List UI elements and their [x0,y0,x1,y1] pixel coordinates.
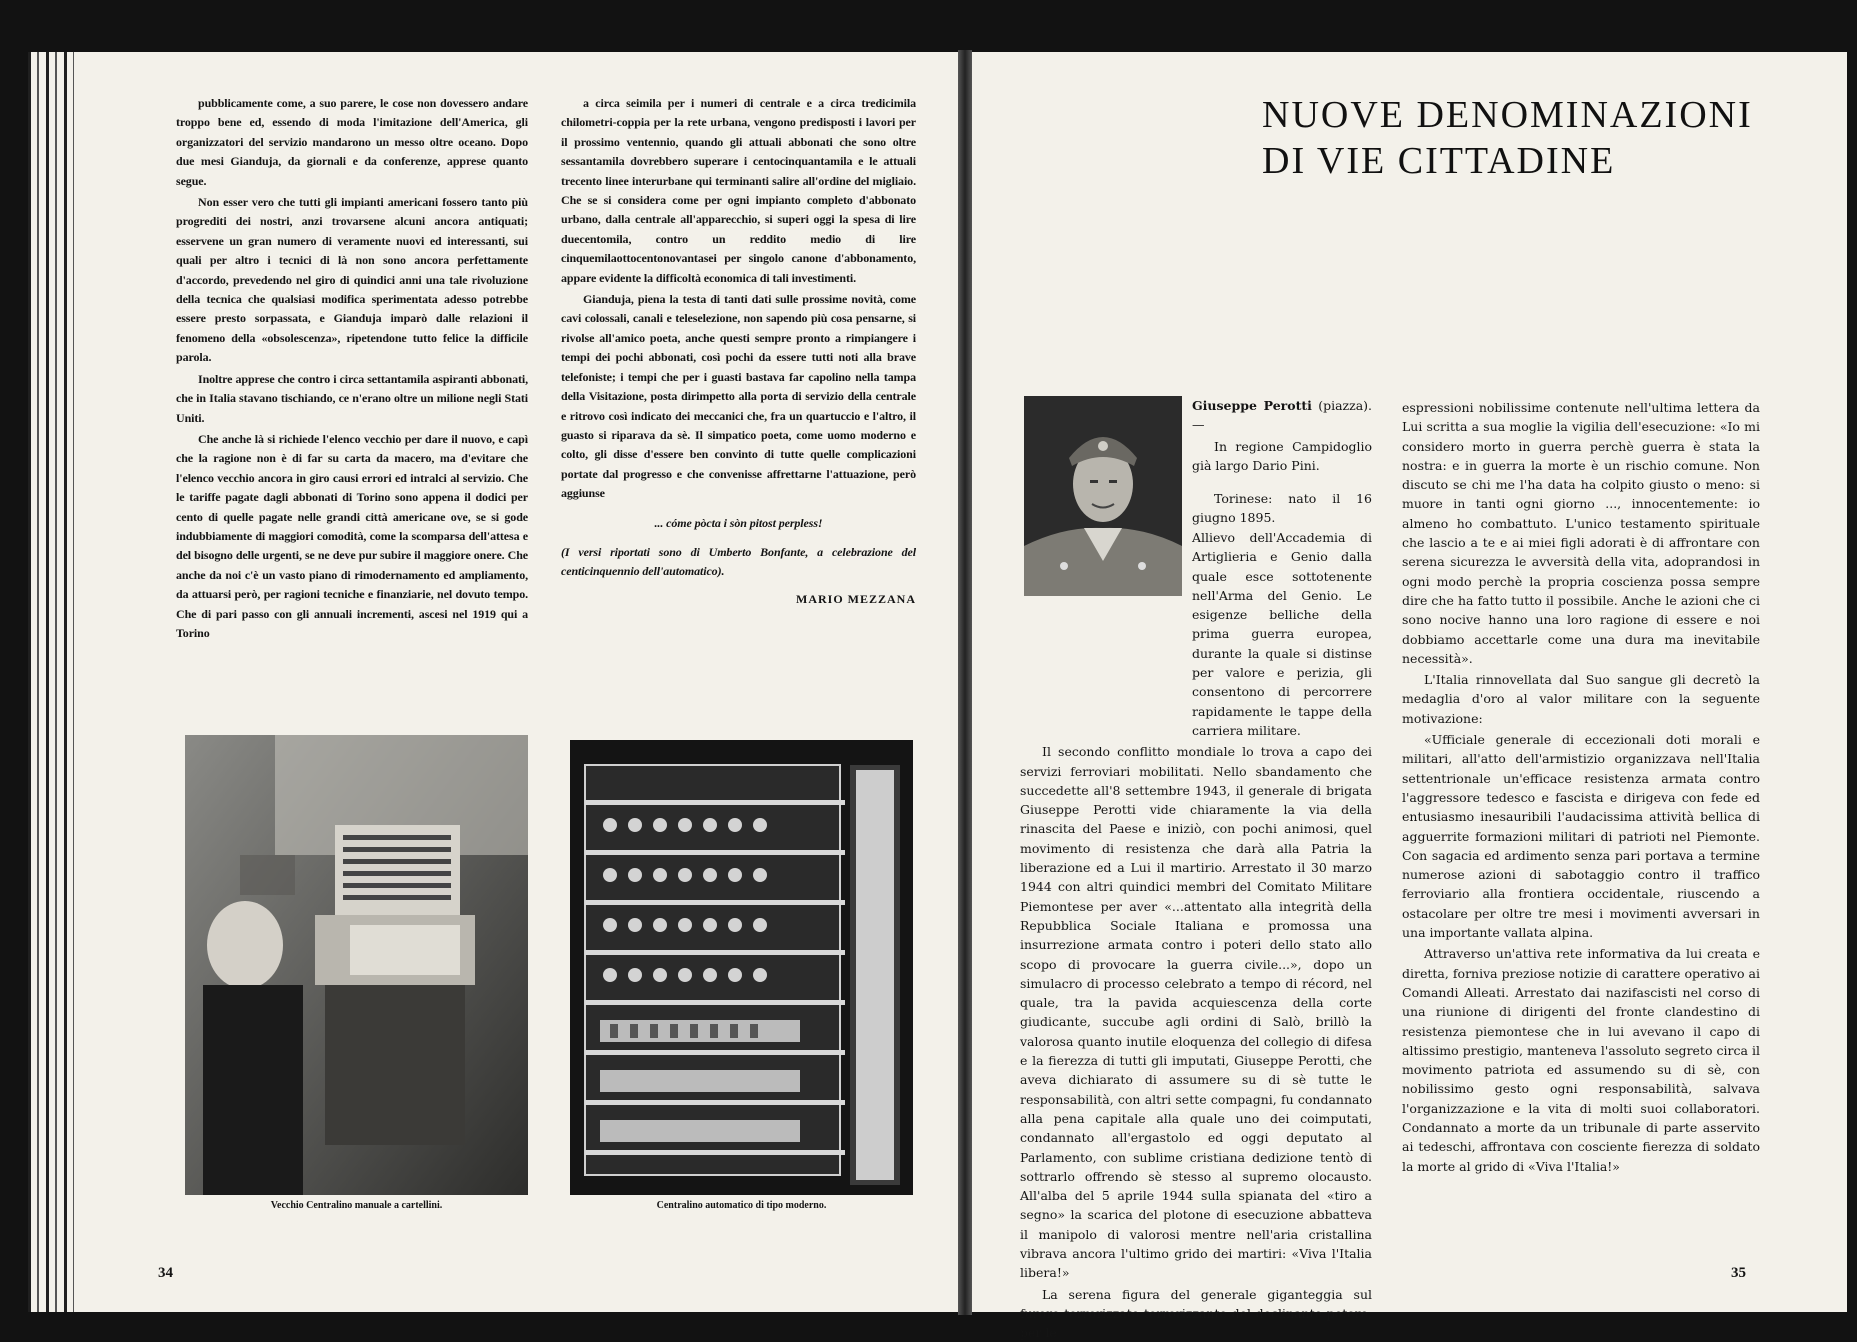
page-number-right: 35 [1731,1265,1746,1281]
entry-region: In regione Campidoglio già largo Dario Pini. [1192,438,1372,473]
right-column-1 [1020,528,1372,1342]
book-spine [958,50,972,1315]
paragraph: L'Italia rinnovellata dal Suo sangue gli decretò la medaglia d'oro al valor militare con la seguente motivazione: [1402,672,1760,726]
page-edge-stack [28,52,74,1312]
paragraph: Torinese: nato il 16 giugno 1895. [1192,491,1372,526]
page-title [1262,92,1753,184]
paragraph: pubblicamente come, a suo parere, le cose non dovessero andare troppo bene ed, essendo di moda l'imitazione dell'America, gli organizzatori del servizio mandarono un messo oltre oceano. Dopo due mesi Gianduja, da giornali e da conferenze, apprese quanto segue. [176,96,528,188]
page-number-left: 34 [158,1265,173,1281]
caption-automatic-exchange: Centralino automatico di tipo moderno. [656,1200,827,1211]
paragraph: Inoltre apprese che contro i circa settantamila aspiranti abbonati, che in Italia stavano tischiando, ce n'erano oltre un milione negli Stati Uniti. [176,371,528,425]
left-column-2 [561,94,916,609]
photo-manual-switchboard-image [185,735,528,1195]
entry-kind: (piazza). — [1192,398,1372,433]
paragraph: «Ufficiale generale di eccezionali doti morali e militari, all'atto dell'armistizio organizzava nell'Italia settentrionale un'efficace resistenza armata contro l'aggressore tedesco e fascista e dirigeva con fede ed entusiasmo inesauribili l'audacissima attività bellica di agguerrite formazioni militari di patrioti nel Piemonte. Con sagacia ed ardimento senza pari portava a termine numerose azioni di sabotaggio contro il traffico ferroviario alla frontiera occidentale, riuscendo a ostacolare per oltre tre mesi i movimenti avversari in una importante vallata alpina. [1402,732,1760,941]
paragraph: La serena figura del generale giganteggia sul furore terrorizzato terrorizzante del declinante potere, per le [1020,1286,1372,1341]
paragraph: Che anche là si richiede l'elenco vecchio per dare il nuovo, e capì che la ragione non è di far su carta da macero, ma d'evitare che l'elenco vecchio ancora in giro causi errori ed intralci al servizio. Che le tariffe pagate dagli abbonati di Torino sono appena il dodici per cento di quelle pagate nelle grandi città americane ove, se si gode indubbiamente di maggiori comodità, come la scomparsa dell'attesa e del bisogno delle urgenti, se ne deve pur subire il maggiore onere. Che anche da noi c'è un vasto piano di rimodernamento ed ampliamento, da attuarsi però, per ragioni tecniche e finanziarie, nel dovuto tempo. Che di pari passo con gli annuali incrementi, ascesi nel 1919 qui a Torino [176,431,528,640]
poem-quote: ... cóme pòcta i sòn pitost perpless! [654,515,823,530]
paragraph: Gianduja, piena la testa di tanti dati sulle prossime novità, come cavi colossali, canali e teleselezione, non sapendo più cosa pensarne, si rivolse all'amico poeta, anche questi sempre pronto a rimpiangere i tempi dei pochi abbonati, così pochi da essere tutti noti alla brave telefoniste; i tempi che per i guasti bastava far capolino nella tampa della Visitazione, posta dirimpetto alla porta di servizio della centrale e ritrovo così indicato dei meccanici che, fra un quartuccio e l'altro, il guasto si riparava da sè. Il simpatico poeta, come uomo moderno e colto, gli disse d'essere ben convinto di tutte quelle complicazioni portate dal progresso e che convenisse affrettarne l'attuazione, però aggiunse [561,292,916,501]
footnote: (I versi riportati sono di Umberto Bonfante, a celebrazione del centicinquennio dell'automatico). [561,544,916,579]
paragraph: a circa seimila per i numeri di centrale e a circa tredicimila chilometri-coppia per la rete urbana, vengono predisposti i lavori per il prossimo ventennio, quando gli attuali abbonati che sono oltre sessantamila dovrebbero superare i centocinquantamila e le attuali trecento linee interurbane qui terminanti salire all'ordine del migliaio. Che se si considera come per ogni impianto completo d'abbonato urbano, dalla centrale all'apparecchio, si superi oggi la spesa di lire duecentomila, contro un reddito medio di lire cinquemilaottocentonovantasei per singolo canone d'abbonamento, appare evidente la difficoltà economica di tali investimenti. [561,96,916,285]
paragraph: Il secondo conflitto mondiale lo trova a capo dei servizi ferroviari mobilitati. Nello sbandamento che succedette all'8 settembre 1943, il generale di brigata Giuseppe Perotti vide chiaramente la via della rinascita del Paese e iniziò, con pochi animosi, quel movimento di resistenza che darà alla Patria la liberazione ed a Lui il martirio. Arrestato il 30 marzo 1944 con altri quindici membri del Comitato Militare Piemontese per aver «...attentato alla integrità della Repubblica Sociale Italiana e promossa una insurrezione armata contro i poteri dello stato allo scopo di provocare la guerra civile...», dopo un simulacro di processo celebrato a tempo di récord, nel quale, tra la pavida acquiescenza della corte giudicante, succube agli ordini di Salò, brillò la valorosa quanto inutile eloquenza del collegio di difesa e la fierezza di tutti gli imputati, Giuseppe Perotti, che aveva dichiarato di assumere su di sè tutte le responsabilità, con altri sette compagni, fu condannato alla pena capitale alla quale uno dei coimputati, condannato all'ergastolo ed oggi deputato al Parlamento, con sublime cristiana dedizione tentò di sottrarlo offrendo sè stesso al supremo olocausto. All'alba del 5 aprile 1944 sulla spianata del «tiro a segno» la scarica del plotone di esecuzione abbatteva il manipolo di valorosi mentre nell'aria cristallina vibrava ancora l'ultimo grido dei martiri: «Viva l'Italia libera!» [1020,744,1372,1281]
caption-manual-switchboard: Vecchio Centralino manuale a cartellini. [270,1200,443,1211]
photo-manual-switchboard [185,735,528,1195]
paragraph: Allievo dell'Accademia di Artiglieria e Genio dalla quale esce sottotenente nell'Arma del Genio. Le esigenze belliche della prima guerra europea, durante la quale si distinse per valore e perizia, gli consentono di percorrere rapidamente le tappe della carriera militare. [1192,530,1372,738]
author-signature: MARIO MEZZANA [796,591,916,606]
paragraph: Non esser vero che tutti gli impianti americani fossero tanto più progrediti dei nostri, anzi trovarsene alcuni ancora antiquati; esservene un gran numero di veramente nuovi ed interessanti, sui quali per altro i tecnici di là non sono ancora perfettamente d'accordo, prevedendo nel giro di quindici anni una tale rivoluzione della tecnica che qualsiasi modifica sperimentata adesso potrebbe essere presto sorpassata, e Gianduja imparò dalle relazioni il fenomeno della «obsolescenza», ripetendone tutto felice la difficile parola. [176,195,528,365]
title-line-2: DI VIE CITTADINE [1262,140,1616,182]
paragraph: Attraverso un'attiva rete informativa da lui creata e diretta, forniva preziose notizie di carattere operativo ai Comandi Alleati. Arrestato dai nazifascisti nel corso di una riunione di dirigenti del fronte clandestino di resistenza piemontese che in lui avevano il capo di altissimo prestigio, manteneva l'assoluto segreto circa il movimento patriota ed assumendo su di sè, con nobilissimo gesto ogni responsabilità, salvava l'organizzazione e la vita di molti suoi collaboratori. Condannato a morte da un tribunale di parte asservito ai tedeschi, affrontava con cosciente fierezza di soldato la morte al grido di «Viva l'Italia!» [1402,946,1760,1174]
right-column-2 [1402,398,1760,1176]
paragraph: espressioni nobilissime contenute nell'ultima lettera da Lui scritta a sua moglie la vigilia dell'esecuzione: «Io mi considero morto in guerra perchè guerra è stata la nostra: e in guerra la morte è un rischio comune. Non discuto se chi me l'ha data ha colpito giusto o meno: si muore in tanti ogni giorno ..., innocentemente: io almeno ho combattuto. L'unico testamento spirituale che lascio a te e ai miei figli adorati è di affrontare con serena sicurezza le avversità della vita, adoprandosi in ogni modo perchè la propria coscienza possa sempre dire che ha fatto tutto il possibile. Anche le azioni che ci sono nocive hanno una loro ragione di essere e noi dobbiamo accettarle come una dura ma inevitabile necessità». [1402,400,1760,666]
title-line-1: NUOVE DENOMINAZIONI [1262,94,1753,136]
photo-automatic-exchange [570,740,913,1195]
entry-heading [1192,396,1372,435]
entry-header [1192,396,1372,528]
photo-automatic-exchange-image [570,740,913,1195]
left-column-1 [176,94,528,643]
entry-name: Giuseppe Perotti [1192,398,1312,413]
